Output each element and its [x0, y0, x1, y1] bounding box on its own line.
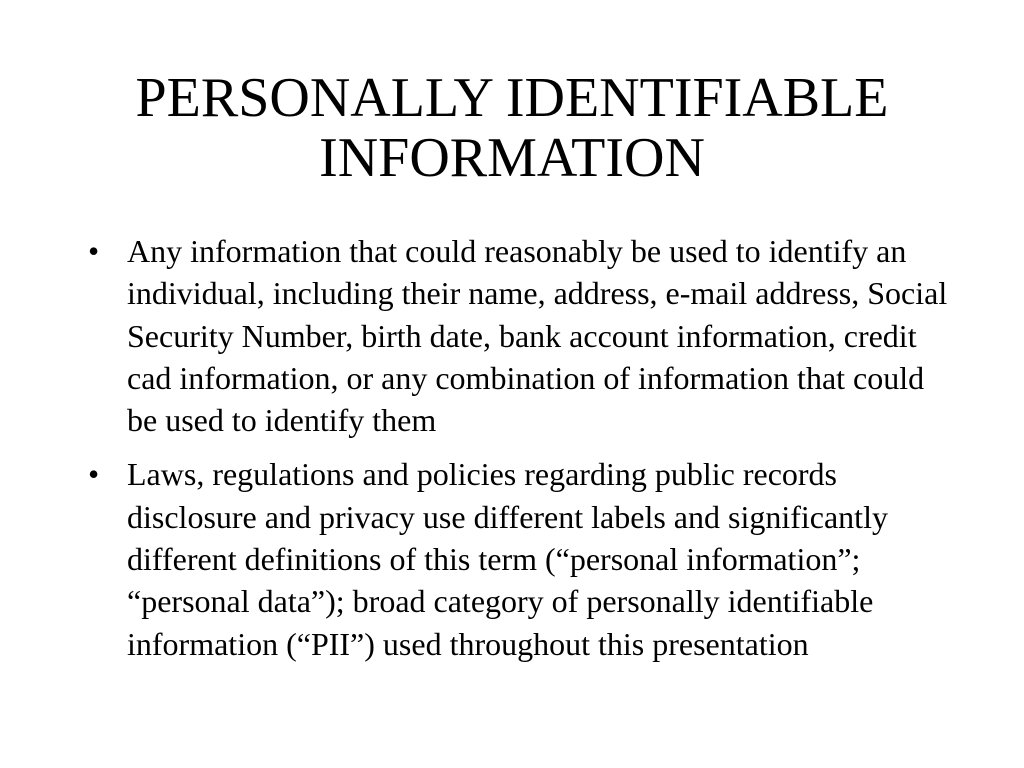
bullet-text: Any information that could reasonably be used to identify an individual, including their name, address, e-mail address, Social Security Number, birth date, bank account information, credit cad information, or any combination of information that could be used to identify them — [127, 233, 948, 439]
bullet-item-laws — [82, 453, 952, 664]
slide-title: PERSONALLY IDENTIFIABLE INFORMATION — [135, 67, 889, 189]
bullet-item-definition — [82, 230, 952, 441]
bullet-list — [82, 230, 952, 677]
bullet-text: Laws, regulations and policies regarding public records disclosure and privacy use different labels and significantly different definitions of this term (“personal information”; “personal data”); broad category of personally identifiable information (“PII”) used throughout this presentation — [127, 456, 888, 662]
bullet-marker: • — [88, 456, 100, 493]
bullet-marker: • — [88, 233, 100, 269]
